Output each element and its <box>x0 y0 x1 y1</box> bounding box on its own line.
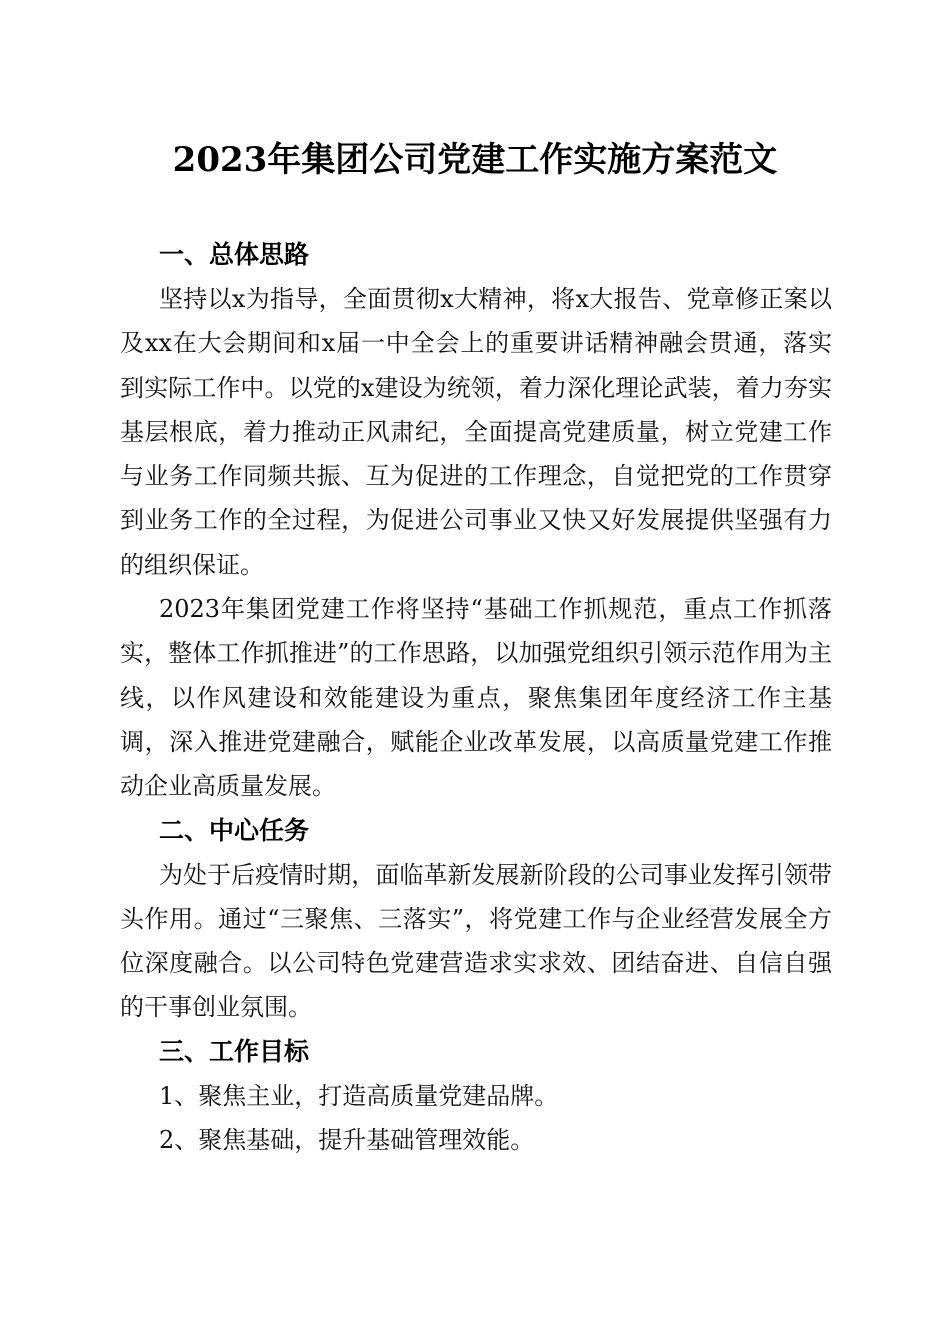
paragraph: 坚持以x为指导，全面贯彻x大精神，将x大报告、党章修正案以及xx在大会期间和x届一中全会上的重要讲话精神融会贯通，落实到实际工作中。以党的x建设为统领，着力深化理论武装，着力夯实基层根底，着力推动正风肃纪，全面提高党建质量，树立党建工作与业务工作同频共振、互为促进的工作理念，自觉把党的工作贯穿到业务工作的全过程，为促进公司事业又快又好发展提供坚强有力的组织保证。 <box>120 285 832 579</box>
paragraph: 为处于后疫情时期，面临革新发展新阶段的公司事业发挥引领带头作用。通过“三聚焦、三落实”，将党建工作与企业经营发展全方位深度融合。以公司特色党建营造求实求效、团结奋进、自信自强的干事创业氛围。 <box>120 860 832 1022</box>
section-heading-work-goals: 三、工作目标 <box>159 1036 310 1066</box>
section-heading-central-task: 二、中心任务 <box>159 815 310 845</box>
paragraph: 2023年集团党建工作将坚持“基础工作抓规范，重点工作抓落实，整体工作抓推进”的工作思路，以加强党组织引领示范作用为主线，以作风建设和效能建设为重点，聚焦集团年度经济工作主基调，深入推进党建融合，赋能企业改革发展，以高质量党建工作推动企业高质量发展。 <box>120 595 832 801</box>
list-item: 2、聚焦基础，提升基础管理效能。 <box>159 1126 535 1155</box>
document-body <box>120 233 832 1162</box>
section-heading-overall-approach: 一、总体思路 <box>159 240 310 269</box>
list-item: 1、聚焦主业，打造高质量党建品牌。 <box>159 1081 559 1110</box>
document-title: 2023年集团公司党建工作实施方案范文 <box>172 140 778 180</box>
